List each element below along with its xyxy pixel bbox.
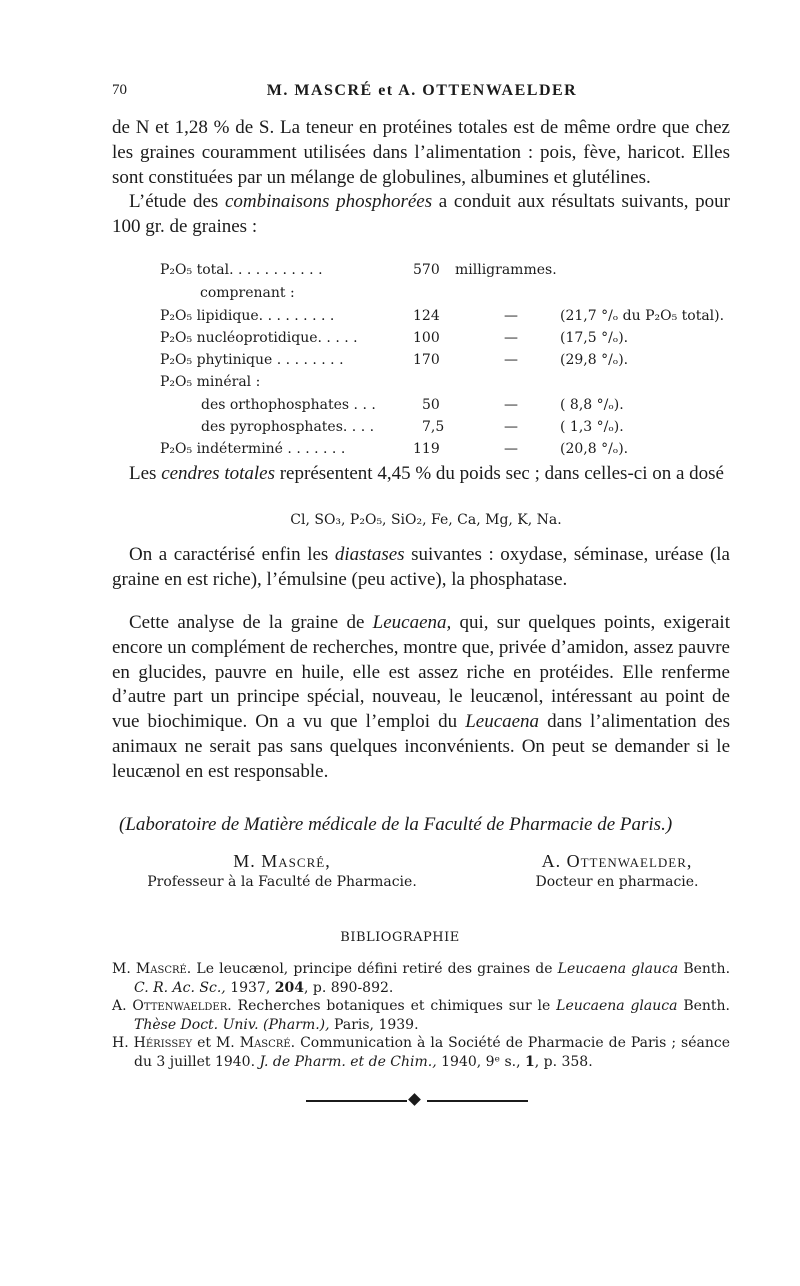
authors-block — [112, 851, 732, 895]
page-number: 70 — [112, 82, 127, 98]
author-role: Professeur à la Faculté de Pharmacie. — [147, 874, 417, 890]
bib-author: Mascré. — [239, 1035, 296, 1051]
enzymes-paragraph — [112, 543, 730, 593]
bibliography-entry — [112, 1034, 730, 1071]
text-run: qui, sur quelques points, exigerait encore un complément de recherches, montre que, privée d’amidon, assez pauvre en glucides, pauvre en huile, elle est assez riche en protéides. Elle renferme d’autre part un principe spécial, nouveau, le leucænol, intéressant au point de vue biochimique. On a vu que l’emploi du — [112, 612, 730, 733]
text-run: , p. 358. — [534, 1053, 593, 1070]
row-percent: (29,8 °/ₒ). — [560, 352, 629, 368]
row-dash: — — [504, 330, 518, 346]
row-percent: (20,8 °/ₒ). — [560, 441, 629, 457]
row-label: comprenant : — [200, 285, 295, 301]
author-name: A. Ottenwaelder, — [541, 851, 693, 871]
row-percent: ( 8,8 °/ₒ). — [560, 397, 624, 413]
italic-term: Leucaena glauca — [557, 961, 679, 977]
text-run: Recherches botaniques et chimiques sur le — [231, 998, 557, 1014]
volume-number: 1 — [524, 1053, 535, 1070]
text-run: L’étude des — [129, 191, 225, 213]
text-run: représentent 4,45 % du poids sec ; dans celles-ci on a dosé — [274, 463, 724, 484]
row-value: 100 — [413, 330, 440, 346]
ornament-rule-left — [306, 1100, 407, 1102]
running-title: M. MASCRÉ et A. OTTENWAELDER — [266, 82, 578, 99]
ornament-rule-right — [427, 1100, 528, 1102]
bib-author: A. Ottenwaelder. — [112, 998, 232, 1014]
text-run: a conduit aux résultats suivants, pour 100 gr. de graines : — [112, 191, 730, 238]
bibliography-heading: BIBLIOGRAPHIE — [340, 930, 460, 945]
italic-term: combinaisons phosphorées — [224, 191, 433, 213]
text-run: Paris, 1939. — [329, 1016, 419, 1033]
row-unit: milligrammes. — [455, 262, 557, 278]
row-label: P₂O₅ nucléoprotidique. . . . . — [160, 330, 358, 346]
row-label: P₂O₅ lipidique. . . . . . . . . — [160, 308, 335, 324]
ash-elements-formula: Cl, SO₃, P₂O₅, SiO₂, Fe, Ca, Mg, K, Na. — [290, 512, 562, 528]
ash-paragraph — [112, 462, 730, 487]
row-dash: — — [504, 419, 518, 435]
text-run: Benth. — [677, 998, 730, 1014]
row-label: P₂O₅ minéral : — [160, 374, 261, 390]
row-percent: (17,5 °/ₒ). — [560, 330, 629, 346]
text-run: 1940, 9ᵉ s., — [436, 1053, 525, 1070]
bibliography-entry — [112, 960, 730, 997]
conclusion-paragraph — [112, 611, 730, 785]
row-label: P₂O₅ phytinique . . . . . . . . — [160, 352, 344, 368]
italic-term: diastases — [334, 544, 405, 565]
journal-name: C. R. Ac. Sc., — [134, 979, 226, 996]
italic-term: Leucaena, — [372, 612, 452, 633]
conclusion-text — [112, 611, 730, 785]
text-run: Communication à la Société de Pharmacie de Paris ; séance du 3 juillet 1940. — [134, 1035, 731, 1070]
row-value: 124 — [413, 308, 440, 324]
text-run: Benth. — [678, 961, 731, 977]
text-run: 1937, — [225, 979, 275, 996]
bibliography-entry — [112, 997, 730, 1034]
italic-term: Leucaena — [465, 711, 540, 733]
bib-author: M. Mascré. — [112, 961, 192, 977]
text-run: Le leucænol, principe défini retiré des graines de — [191, 961, 558, 977]
text-run: , p. 890-892. — [303, 979, 394, 996]
row-percent: ( 1,3 °/ₒ). — [560, 419, 624, 435]
italic-term: Leucaena glauca — [556, 998, 678, 1014]
thesis-name: Thèse Doct. Univ. (Pharm.), — [134, 1016, 330, 1033]
author-name: M. Mascré, — [233, 851, 331, 871]
row-label: P₂O₅ indéterminé . . . . . . . — [160, 441, 346, 457]
row-dash: — — [504, 352, 518, 368]
row-label: des orthophosphates . . . — [201, 397, 376, 413]
row-dash: — — [504, 308, 518, 324]
enzymes-text — [112, 543, 730, 593]
author-role: Docteur en pharmacie. — [535, 874, 699, 890]
protein-paragraph: de N et 1,28 % de S. La teneur en protéines totales est de même ordre que chez les graines couramment utilisées dans l’alimentation : pois, fève, haricot. Elles sont constituées par un mélange de globulines, albumines et glutélines. — [112, 117, 730, 188]
author — [132, 851, 432, 890]
text-run: Cette analyse de la graine de — [129, 612, 373, 633]
intro-paragraphs — [112, 116, 730, 240]
text-run: et M. — [192, 1035, 240, 1051]
row-percent: (21,7 °/ₒ du P₂O₅ total). — [560, 308, 725, 324]
bib-author: H. Hérissey — [112, 1035, 193, 1051]
italic-term: cendres totales — [161, 463, 275, 484]
row-value: 7,5 — [422, 419, 445, 435]
bibliography-list — [112, 960, 730, 1071]
text-run: On a caractérisé enfin les — [129, 544, 335, 565]
row-label: P₂O₅ total. . . . . . . . . . . — [160, 262, 323, 278]
row-value: 170 — [413, 352, 440, 368]
text-run: suivantes : oxydase, séminase, uréase (la graine en est riche), l’émulsine (peu active), la phosphatase. — [112, 544, 730, 590]
row-value: 50 — [422, 397, 440, 413]
volume-number: 204 — [274, 979, 304, 996]
text-run: dans l’alimentation des animaux ne serait pas sans quelques inconvénients. On peut se demander si le leucænol en est responsable. — [112, 711, 730, 782]
journal-name: J. de Pharm. et de Chim., — [259, 1053, 437, 1070]
row-dash: — — [504, 441, 518, 457]
diamond-icon — [408, 1093, 421, 1106]
row-value: 570 — [413, 262, 440, 278]
ash-text — [112, 462, 730, 487]
text-run: Les — [129, 463, 162, 484]
author — [502, 851, 732, 890]
end-ornament — [306, 1094, 528, 1108]
row-label: des pyrophosphates. . . . — [201, 419, 375, 435]
laboratory-affiliation: (Laboratoire de Matière médicale de la Faculté de Pharmacie de Paris.) — [119, 814, 673, 835]
row-value: 119 — [413, 441, 440, 457]
row-dash: — — [504, 397, 518, 413]
phosphorus-intro-paragraph — [112, 190, 730, 240]
page-header — [112, 82, 732, 106]
